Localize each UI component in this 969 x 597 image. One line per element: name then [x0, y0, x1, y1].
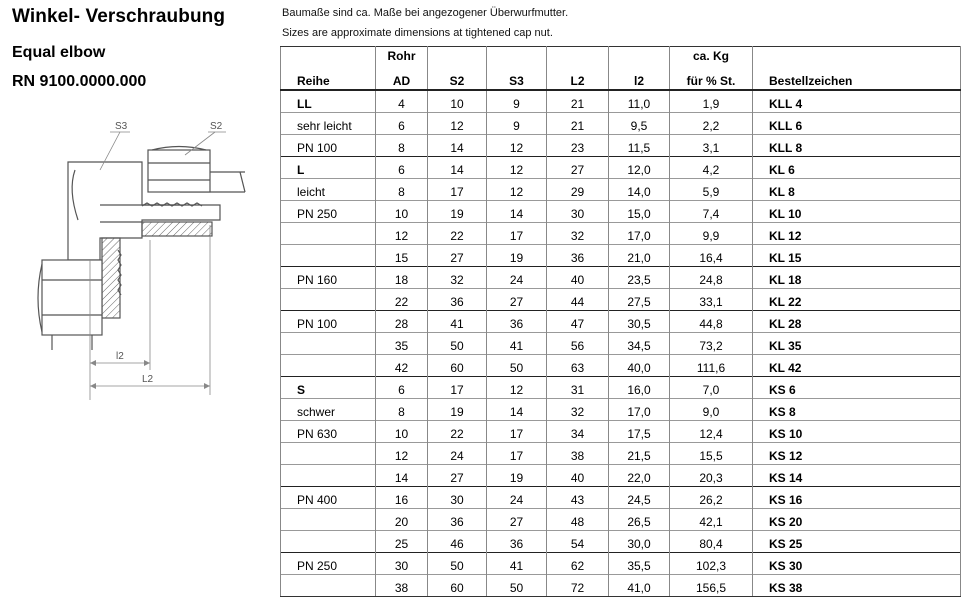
- cell-s3: 41: [487, 333, 547, 355]
- cell-s3: 14: [487, 201, 547, 223]
- cell-s2: 17: [428, 179, 487, 201]
- cell-kg: 102,3: [670, 553, 753, 575]
- cell-l2: 41,0: [609, 575, 670, 597]
- table-row: [281, 135, 961, 157]
- table-row: [281, 311, 961, 333]
- product-code: RN 9100.0000.000: [12, 73, 147, 90]
- cell-bestellzeichen: KL 18: [753, 267, 961, 289]
- cell-ad: 10: [376, 421, 428, 443]
- cell-l2: 17,0: [609, 399, 670, 421]
- cell-L2: 48: [547, 509, 609, 531]
- cell-l2: 30,5: [609, 311, 670, 333]
- table-row: [281, 509, 961, 531]
- cell-l2: 16,0: [609, 377, 670, 399]
- cell-L2: 31: [547, 377, 609, 399]
- cell-ad: 25: [376, 531, 428, 553]
- cell-reihe: [281, 355, 376, 377]
- header-L2: L2: [547, 64, 609, 90]
- cell-L2: 47: [547, 311, 609, 333]
- cell-s3: 17: [487, 443, 547, 465]
- cell-s2: 24: [428, 443, 487, 465]
- cell-reihe: [281, 575, 376, 597]
- cell-s3: 19: [487, 245, 547, 267]
- table-row: [281, 553, 961, 575]
- cell-kg: 42,1: [670, 509, 753, 531]
- cell-bestellzeichen: KL 42: [753, 355, 961, 377]
- table-header-top: [281, 47, 961, 65]
- table-row: [281, 377, 961, 399]
- elbow-drawing: [30, 110, 250, 400]
- cell-bestellzeichen: KS 16: [753, 487, 961, 509]
- cell-s3: 19: [487, 465, 547, 487]
- cell-L2: 32: [547, 223, 609, 245]
- cell-bestellzeichen: KS 14: [753, 465, 961, 487]
- cell-kg: 9,0: [670, 399, 753, 421]
- label-L2: L2: [142, 374, 154, 385]
- cell-s2: 36: [428, 289, 487, 311]
- cell-s2: 50: [428, 553, 487, 575]
- cell-reihe: [281, 509, 376, 531]
- cell-kg: 20,3: [670, 465, 753, 487]
- cell-s3: 24: [487, 487, 547, 509]
- cell-L2: 54: [547, 531, 609, 553]
- cell-bestellzeichen: KS 20: [753, 509, 961, 531]
- cell-ad: 28: [376, 311, 428, 333]
- header-bestellzeichen: Bestellzeichen: [753, 64, 961, 90]
- cell-bestellzeichen: KL 6: [753, 157, 961, 179]
- label-l2-small: l2: [116, 351, 124, 362]
- cell-s3: 12: [487, 157, 547, 179]
- cell-s2: 30: [428, 487, 487, 509]
- cell-bestellzeichen: KLL 8: [753, 135, 961, 157]
- header-s3: S3: [487, 64, 547, 90]
- cell-ad: 20: [376, 509, 428, 531]
- cell-s3: 36: [487, 531, 547, 553]
- header-top-kg: ca. Kg: [670, 47, 753, 65]
- cell-s3: 27: [487, 289, 547, 311]
- cell-reihe: [281, 333, 376, 355]
- cell-L2: 62: [547, 553, 609, 575]
- cell-s2: 19: [428, 399, 487, 421]
- cell-L2: 44: [547, 289, 609, 311]
- table-row: [281, 333, 961, 355]
- cell-L2: 43: [547, 487, 609, 509]
- cell-s2: 46: [428, 531, 487, 553]
- cell-L2: 72: [547, 575, 609, 597]
- cell-s3: 17: [487, 223, 547, 245]
- header-top-cell: [281, 47, 376, 65]
- table-row: [281, 179, 961, 201]
- header-top-cell: [609, 47, 670, 65]
- cell-bestellzeichen: KL 10: [753, 201, 961, 223]
- cell-kg: 33,1: [670, 289, 753, 311]
- cell-ad: 6: [376, 157, 428, 179]
- cell-L2: 23: [547, 135, 609, 157]
- header-top-cell: [428, 47, 487, 65]
- cell-l2: 21,5: [609, 443, 670, 465]
- cell-l2: 34,5: [609, 333, 670, 355]
- cell-kg: 111,6: [670, 355, 753, 377]
- cell-s2: 14: [428, 157, 487, 179]
- cell-s3: 27: [487, 509, 547, 531]
- cell-l2: 15,0: [609, 201, 670, 223]
- header-top-cell: [753, 47, 961, 65]
- cell-bestellzeichen: KL 35: [753, 333, 961, 355]
- cell-s3: 9: [487, 113, 547, 135]
- cell-s2: 17: [428, 377, 487, 399]
- cell-kg: 4,2: [670, 157, 753, 179]
- table-row: [281, 399, 961, 421]
- cell-bestellzeichen: KL 8: [753, 179, 961, 201]
- cell-L2: 21: [547, 113, 609, 135]
- cell-reihe: [281, 465, 376, 487]
- cell-bestellzeichen: KS 6: [753, 377, 961, 399]
- cell-reihe: S: [281, 377, 376, 399]
- cell-kg: 15,5: [670, 443, 753, 465]
- cell-ad: 14: [376, 465, 428, 487]
- cell-L2: 40: [547, 267, 609, 289]
- cell-s2: 27: [428, 245, 487, 267]
- cell-ad: 18: [376, 267, 428, 289]
- cell-l2: 27,5: [609, 289, 670, 311]
- cell-L2: 38: [547, 443, 609, 465]
- cell-l2: 12,0: [609, 157, 670, 179]
- cell-bestellzeichen: KS 10: [753, 421, 961, 443]
- cell-l2: 11,0: [609, 90, 670, 113]
- cell-s2: 41: [428, 311, 487, 333]
- cell-l2: 35,5: [609, 553, 670, 575]
- table-header: [281, 64, 961, 90]
- cell-L2: 27: [547, 157, 609, 179]
- table-row: [281, 113, 961, 135]
- label-s2: S2: [210, 121, 223, 132]
- cell-L2: 21: [547, 90, 609, 113]
- cell-reihe: PN 160: [281, 267, 376, 289]
- cell-s2: 22: [428, 421, 487, 443]
- cell-reihe: PN 400: [281, 487, 376, 509]
- cell-kg: 12,4: [670, 421, 753, 443]
- cell-s2: 60: [428, 575, 487, 597]
- cell-ad: 15: [376, 245, 428, 267]
- table-row: [281, 443, 961, 465]
- cell-reihe: L: [281, 157, 376, 179]
- cell-ad: 22: [376, 289, 428, 311]
- cell-reihe: [281, 443, 376, 465]
- cell-kg: 7,4: [670, 201, 753, 223]
- cell-kg: 73,2: [670, 333, 753, 355]
- cell-s2: 22: [428, 223, 487, 245]
- cell-ad: 12: [376, 443, 428, 465]
- table-row: [281, 487, 961, 509]
- cell-s2: 12: [428, 113, 487, 135]
- cell-kg: 24,8: [670, 267, 753, 289]
- cell-L2: 63: [547, 355, 609, 377]
- label-s3: S3: [115, 121, 128, 132]
- cell-L2: 36: [547, 245, 609, 267]
- cell-bestellzeichen: KS 12: [753, 443, 961, 465]
- cell-s2: 10: [428, 90, 487, 113]
- cell-L2: 34: [547, 421, 609, 443]
- cell-l2: 17,0: [609, 223, 670, 245]
- cell-reihe: sehr leicht: [281, 113, 376, 135]
- cell-l2: 11,5: [609, 135, 670, 157]
- cell-s3: 17: [487, 421, 547, 443]
- page-title: Winkel- Verschraubung: [12, 6, 226, 27]
- cell-ad: 10: [376, 201, 428, 223]
- cell-l2: 17,5: [609, 421, 670, 443]
- cell-s2: 27: [428, 465, 487, 487]
- note-english: Sizes are approximate dimensions at tightened cap nut.: [282, 27, 553, 39]
- table-row: [281, 531, 961, 553]
- table-row: [281, 465, 961, 487]
- cell-ad: 4: [376, 90, 428, 113]
- cell-kg: 16,4: [670, 245, 753, 267]
- cell-reihe: schwer: [281, 399, 376, 421]
- table-row: [281, 245, 961, 267]
- cell-l2: 9,5: [609, 113, 670, 135]
- table-row: [281, 267, 961, 289]
- cell-kg: 44,8: [670, 311, 753, 333]
- cell-l2: 23,5: [609, 267, 670, 289]
- cell-kg: 156,5: [670, 575, 753, 597]
- cell-s2: 19: [428, 201, 487, 223]
- page-subtitle: Equal elbow: [12, 44, 106, 61]
- table-row: [281, 157, 961, 179]
- cell-ad: 35: [376, 333, 428, 355]
- cell-s2: 36: [428, 509, 487, 531]
- cell-ad: 8: [376, 135, 428, 157]
- cell-reihe: PN 630: [281, 421, 376, 443]
- cell-ad: 8: [376, 399, 428, 421]
- cell-s3: 24: [487, 267, 547, 289]
- cell-bestellzeichen: KL 28: [753, 311, 961, 333]
- cell-s3: 41: [487, 553, 547, 575]
- cell-L2: 29: [547, 179, 609, 201]
- cell-L2: 32: [547, 399, 609, 421]
- header-s2: S2: [428, 64, 487, 90]
- header-kg: für % St.: [670, 64, 753, 90]
- cell-kg: 1,9: [670, 90, 753, 113]
- cell-s3: 50: [487, 575, 547, 597]
- cell-L2: 56: [547, 333, 609, 355]
- cell-reihe: [281, 245, 376, 267]
- cell-s3: 14: [487, 399, 547, 421]
- cell-kg: 26,2: [670, 487, 753, 509]
- cell-kg: 9,9: [670, 223, 753, 245]
- cell-bestellzeichen: KS 25: [753, 531, 961, 553]
- cell-l2: 24,5: [609, 487, 670, 509]
- cell-reihe: [281, 223, 376, 245]
- header-top-rohr: Rohr: [376, 47, 428, 65]
- cell-bestellzeichen: KS 30: [753, 553, 961, 575]
- cell-l2: 14,0: [609, 179, 670, 201]
- header-top-cell: [547, 47, 609, 65]
- cell-s3: 50: [487, 355, 547, 377]
- cell-s2: 32: [428, 267, 487, 289]
- cell-kg: 7,0: [670, 377, 753, 399]
- cell-kg: 2,2: [670, 113, 753, 135]
- cell-reihe: PN 100: [281, 311, 376, 333]
- header-top-cell: [487, 47, 547, 65]
- cell-ad: 6: [376, 377, 428, 399]
- dimension-table: [280, 46, 961, 597]
- table-row: [281, 201, 961, 223]
- cell-reihe: PN 250: [281, 201, 376, 223]
- note-german: Baumaße sind ca. Maße bei angezogener Überwurfmutter.: [282, 7, 569, 19]
- cell-kg: 80,4: [670, 531, 753, 553]
- cell-reihe: leicht: [281, 179, 376, 201]
- cell-ad: 8: [376, 179, 428, 201]
- cell-l2: 22,0: [609, 465, 670, 487]
- cell-L2: 40: [547, 465, 609, 487]
- cell-ad: 6: [376, 113, 428, 135]
- cell-s2: 60: [428, 355, 487, 377]
- cell-s3: 12: [487, 377, 547, 399]
- header-l2: l2: [609, 64, 670, 90]
- cell-l2: 26,5: [609, 509, 670, 531]
- cell-s2: 14: [428, 135, 487, 157]
- cell-bestellzeichen: KS 38: [753, 575, 961, 597]
- cell-reihe: PN 100: [281, 135, 376, 157]
- cell-l2: 40,0: [609, 355, 670, 377]
- table-row: [281, 575, 961, 597]
- table-row: [281, 355, 961, 377]
- cell-bestellzeichen: KLL 6: [753, 113, 961, 135]
- cell-ad: 42: [376, 355, 428, 377]
- cell-ad: 30: [376, 553, 428, 575]
- cell-reihe: LL: [281, 90, 376, 113]
- cell-bestellzeichen: KL 15: [753, 245, 961, 267]
- table-row: [281, 421, 961, 443]
- cell-s3: 9: [487, 90, 547, 113]
- cell-reihe: PN 250: [281, 553, 376, 575]
- cell-bestellzeichen: KS 8: [753, 399, 961, 421]
- cell-reihe: [281, 531, 376, 553]
- cell-l2: 21,0: [609, 245, 670, 267]
- header-ad: AD: [376, 64, 428, 90]
- cell-s3: 36: [487, 311, 547, 333]
- cell-bestellzeichen: KL 22: [753, 289, 961, 311]
- cell-L2: 30: [547, 201, 609, 223]
- cell-bestellzeichen: KL 12: [753, 223, 961, 245]
- cell-ad: 12: [376, 223, 428, 245]
- header-reihe: Reihe: [281, 64, 376, 90]
- table-row: [281, 90, 961, 113]
- table-row: [281, 289, 961, 311]
- cell-kg: 5,9: [670, 179, 753, 201]
- cell-ad: 16: [376, 487, 428, 509]
- cell-ad: 38: [376, 575, 428, 597]
- cell-s3: 12: [487, 179, 547, 201]
- cell-bestellzeichen: KLL 4: [753, 90, 961, 113]
- cell-l2: 30,0: [609, 531, 670, 553]
- table-row: [281, 223, 961, 245]
- cell-s3: 12: [487, 135, 547, 157]
- cell-s2: 50: [428, 333, 487, 355]
- cell-kg: 3,1: [670, 135, 753, 157]
- cell-reihe: [281, 289, 376, 311]
